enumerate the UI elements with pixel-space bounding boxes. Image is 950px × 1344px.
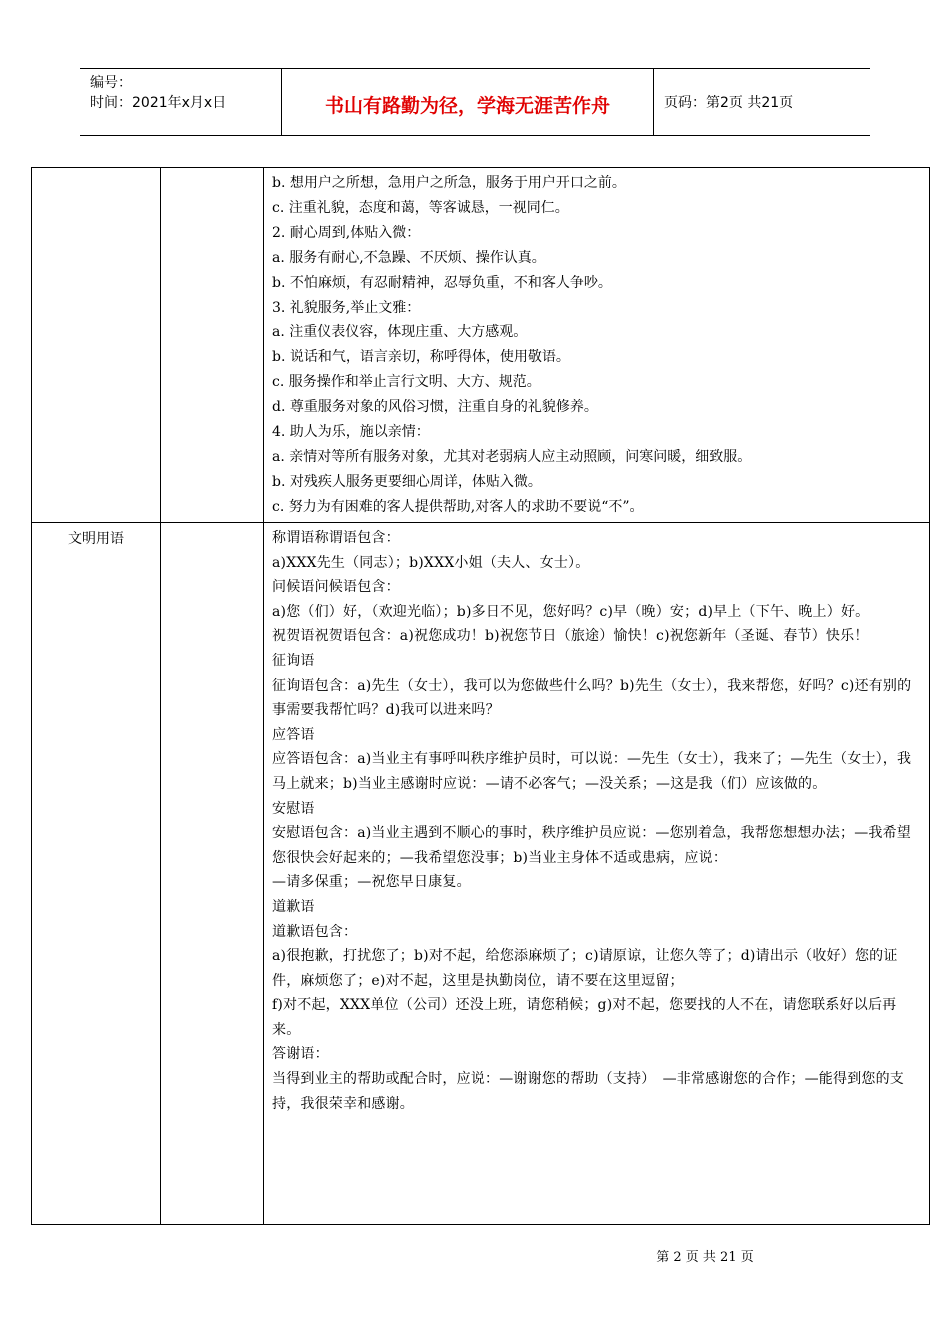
- row-label: [32, 168, 161, 523]
- text-paragraph: 安慰语: [272, 800, 315, 817]
- row-sub-label: [161, 168, 264, 523]
- civil-language-text: [264, 523, 929, 1116]
- text-line: a. 注重仪表仪容，体现庄重、大方感观。: [272, 324, 528, 341]
- text-line: b. 不怕麻烦，有忍耐精神，忍辱负重，不和客人争吵。: [272, 274, 612, 291]
- document-time: 时间：2021年x月x日: [90, 95, 227, 111]
- row-content: [264, 523, 930, 1225]
- text-paragraph: 应答语: [272, 726, 315, 743]
- content-table: [31, 167, 930, 1225]
- text-paragraph: a)您（们）好，（欢迎光临）；b)多日不见，您好吗？c)早（晚）安；d)早上（下午、晚上）好。: [272, 603, 870, 620]
- page-header: [80, 68, 870, 136]
- text-paragraph: 应答语包含：a)当业主有事呼叫秩序维护员时，可以说：—先生（女士），我来了；—先生（女士），我马上就来；b)当业主感谢时应说：—请不必客气；—没关系；—这是我（们）应该做的。: [272, 751, 912, 792]
- text-line: 4. 助人为乐，施以亲情：: [272, 424, 430, 441]
- table-row: [32, 168, 930, 523]
- document-number-label: 编号：: [90, 75, 132, 91]
- text-line: c. 注重礼貌，态度和蔼，等客诚恳，一视同仁。: [272, 199, 569, 216]
- text-paragraph: —请多保重；—祝您早日康复。: [272, 874, 471, 891]
- text-paragraph: 当得到业主的帮助或配合时，应说：—谢谢您的帮助（支持） —非常感谢您的合作；—能得到您的支持，我很荣幸和感谢。: [272, 1071, 904, 1112]
- text-line: 3. 礼貌服务,举止文雅：: [272, 299, 421, 316]
- text-line: a. 服务有耐心,不急躁、不厌烦、操作认真。: [272, 249, 546, 266]
- text-paragraph: 征询语包含：a)先生（女士），我可以为您做些什么吗？b)先生（女士），我来帮您，好吗？c)还有别的事需要我帮忙吗？d)我可以进来吗？: [272, 677, 912, 719]
- text-paragraph: 道歉语: [272, 898, 315, 915]
- text-line: 2. 耐心周到,体贴入微：: [272, 224, 421, 241]
- row-label-civil-language: 文明用语: [32, 523, 161, 1225]
- text-line: d. 尊重服务对象的风俗习惯，注重自身的礼貌修养。: [272, 399, 598, 416]
- text-line: c. 服务操作和举止言行文明、大方、规范。: [272, 374, 541, 391]
- text-paragraph: 称谓语称谓语包含：: [272, 530, 400, 546]
- text-line: b. 想用户之所想，急用户之所急，服务于用户开口之前。: [272, 175, 626, 191]
- text-paragraph: 答谢语：: [272, 1046, 329, 1063]
- text-line: b. 说话和气，语言亲切，称呼得体，使用敬语。: [272, 349, 570, 366]
- header-page-info: 页码：第2页 共21页: [664, 95, 794, 111]
- text-paragraph: 征询语: [272, 652, 315, 669]
- row-content: [264, 168, 930, 523]
- text-line: a. 亲情对等所有服务对象，尤其对老弱病人应主动照顾，问寒问暖，细致服。: [272, 448, 752, 465]
- page-footer: 第 2 页 共 21 页: [656, 1250, 754, 1265]
- text-paragraph: 问候语问候语包含：: [272, 579, 400, 596]
- text-paragraph: 安慰语包含：a)当业主遇到不顺心的事时，秩序维护员应说：—您别着急，我帮您想想办法；—我希望您很快会好起来的；—我希望您没事；b)当业主身体不适或患病，应说：: [272, 825, 912, 866]
- row-sub-label: [161, 523, 264, 1225]
- header-motto: 书山有路勤为径，学海无涯苦作舟: [282, 69, 654, 135]
- text-paragraph: a)很抱歉，打扰您了；b)对不起，给您添麻烦了；c)请原谅，让您久等了；d)请出示（收好）您的证件，麻烦您了；e)对不起，这里是执勤岗位，请不要在这里逗留；: [272, 948, 898, 989]
- header-meta: [80, 69, 282, 135]
- text-line: c. 努力为有困难的客人提供帮助,对客人的求助不要说“不”。: [272, 498, 644, 515]
- service-standards-text: [264, 168, 929, 520]
- text-paragraph: 祝贺语祝贺语包含：a)祝您成功！b)祝您节日（旅途）愉快！c)祝您新年（圣诞、春节）快乐！: [272, 628, 869, 645]
- text-paragraph: a)XXX先生（同志）；b)XXX小姐（夫人、女士）。: [272, 554, 590, 571]
- table-row: [32, 523, 930, 1225]
- text-line: b. 对残疾人服务更要细心周详，体贴入微。: [272, 473, 542, 490]
- text-paragraph: f)对不起，XXX单位（公司）还没上班，请您稍候；g)对不起，您要找的人不在，请您联系好以后再来。: [272, 997, 897, 1038]
- text-paragraph: 道歉语包含：: [272, 923, 358, 940]
